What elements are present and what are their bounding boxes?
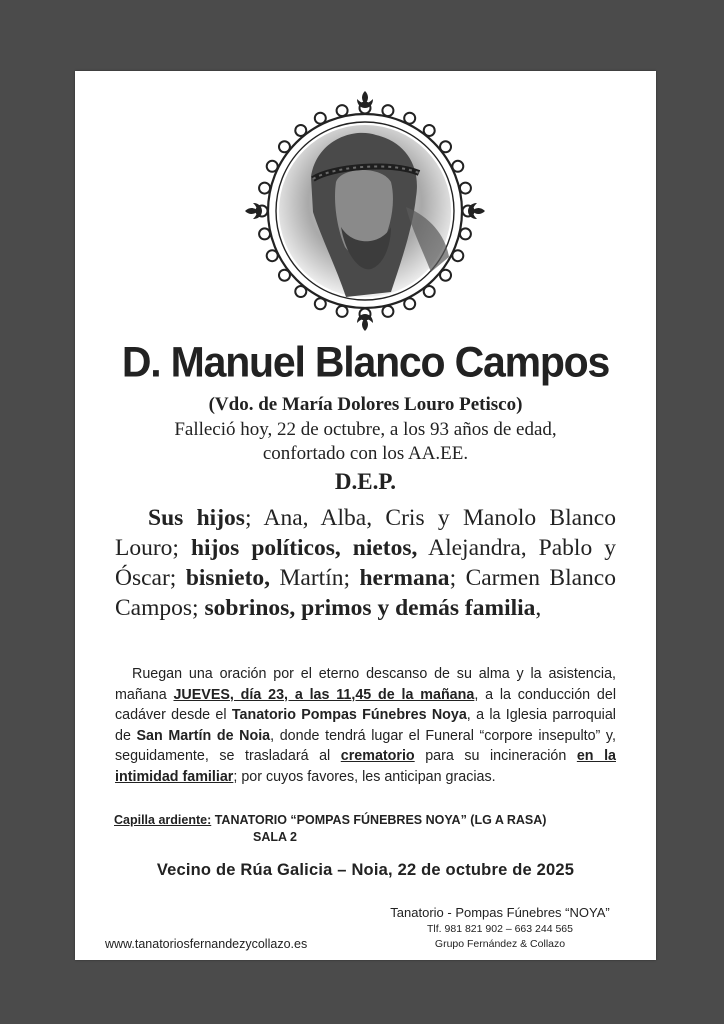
prayer-paragraph [115, 664, 616, 787]
family-text: hijos políticos, nietos, [190, 535, 418, 561]
prayer-text: Tanatorio Pompas Fúnebres Noya [231, 707, 467, 723]
prayer-text: Ruegan una oración por el eterno descanso de su alma y la asistencia, mañana [115, 666, 616, 703]
widower-line: (Vdo. de María Dolores Louro Petisco) [208, 394, 523, 415]
prayer-text: JUEVES, día 23, a las 11,45 de la mañana [173, 686, 475, 703]
residence-line: Vecino de Rúa Galicia – Noia, 22 de octubre de 2025 [156, 861, 575, 879]
prayer-text: , donde tendrá lugar el Funeral “corpore insepulto” y, seguidamente, se trasladará al [115, 727, 616, 764]
family-text: , [535, 595, 542, 621]
family-paragraph [115, 503, 616, 623]
prayer-text: para su incineración [414, 748, 577, 764]
funeral-home-name: Tanatorio - Pompas Fúnebres “NOYA” [390, 905, 610, 920]
chapel-info [114, 812, 632, 846]
scallop-ornament [440, 270, 451, 281]
death-notice [75, 418, 656, 466]
scallop-ornament [460, 228, 471, 239]
scallop-ornament [279, 270, 290, 281]
scallop-ornament [382, 105, 393, 116]
scallop-ornament [267, 161, 278, 172]
scallop-ornament [404, 113, 415, 124]
family-text: sobrinos, primos y demás familia [204, 595, 536, 621]
scallop-ornament [460, 183, 471, 194]
scallop-ornament [315, 298, 326, 309]
christ-portrait [279, 125, 451, 297]
funeral-home-phone: Tlf. 981 821 902 – 663 244 565 [427, 923, 573, 935]
christ-medallion [241, 87, 489, 335]
prayer-text: , a la Iglesia parroquial de [115, 707, 616, 744]
scallop-ornament [337, 306, 348, 317]
family-text: ; Ana, Alba, Cris y Manolo Blanco Louro; [115, 505, 616, 561]
funeral-home-block [370, 905, 630, 950]
deceased-name: D. Manuel Blanco Campos [121, 337, 610, 387]
prayer-text: San Martín de Noia [136, 727, 271, 744]
scallop-ornament [452, 161, 463, 172]
death-line-2: confortado con los AA.EE. [262, 443, 469, 464]
prayer-text: en la intimidad familiar [115, 748, 616, 785]
prayer-text: , a la conducción del cadáver desde el [115, 686, 616, 723]
chapel-room: SALA 2 [253, 830, 297, 844]
family-text: Alejandra, Pablo y Óscar; [115, 535, 616, 591]
scallop-ornament [452, 250, 463, 261]
dep-heading: D.E.P. [334, 469, 397, 494]
scallop-ornament [295, 125, 306, 136]
scallop-ornament [295, 286, 306, 297]
scallop-ornament [315, 113, 326, 124]
scallop-ornament [382, 306, 393, 317]
website-link[interactable]: www.tanatoriosfernandezycollazo.es [105, 937, 308, 951]
obituary-sheet [75, 71, 656, 960]
chapel-place: TANATORIO “POMPAS FÚNEBRES NOYA” (LG A RASA) [211, 813, 547, 827]
scallop-ornament [440, 141, 451, 152]
family-text: bisnieto, [185, 565, 271, 591]
family-text: Sus hijos [148, 505, 245, 531]
family-text: ; Carmen Blanco Campos; [115, 565, 616, 621]
funeral-home-group: Grupo Fernández & Collazo [434, 938, 566, 950]
chapel-label: Capilla ardiente: [114, 813, 212, 827]
scallop-ornament [337, 105, 348, 116]
prayer-text: ; por cuyos favores, les anticipan gracias. [233, 768, 496, 785]
family-text: hermana [359, 565, 450, 591]
scallop-ornament [279, 141, 290, 152]
family-text: Martín; [270, 565, 360, 591]
prayer-text: crematorio [340, 748, 415, 764]
death-line-1: Falleció hoy, 22 de octubre, a los 93 años de edad, [174, 419, 557, 440]
scallop-ornament [424, 286, 435, 297]
scallop-ornament [267, 250, 278, 261]
scallop-ornament [259, 183, 270, 194]
scallop-ornament [424, 125, 435, 136]
scallop-ornament [404, 298, 415, 309]
scallop-ornament [259, 228, 270, 239]
